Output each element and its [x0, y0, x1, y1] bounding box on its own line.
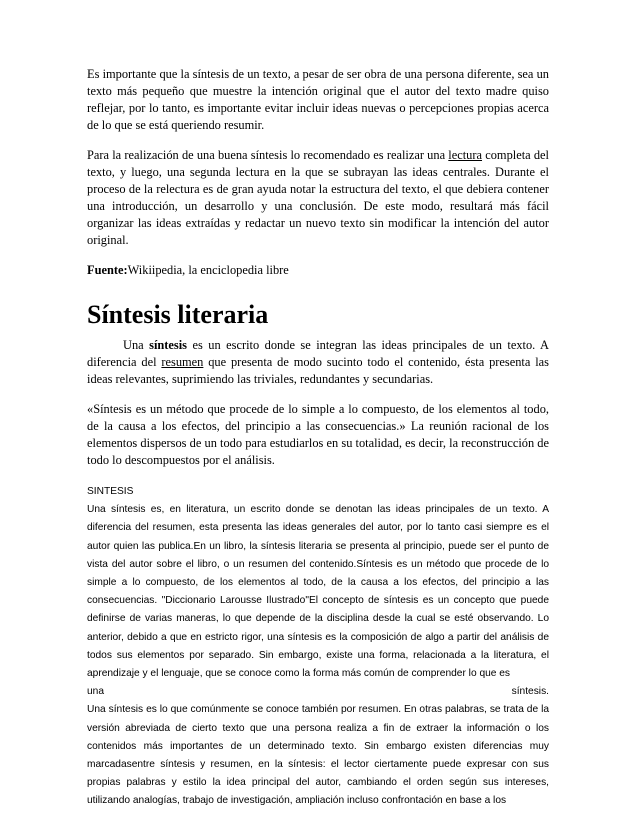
- source-label: Fuente:: [87, 263, 128, 277]
- sintesis-section: [87, 483, 549, 811]
- text-fragment: síntesis.: [511, 686, 549, 698]
- paragraph-quote: «Síntesis es un método que procede de lo simple a lo compuesto, de los elementos al todo, de la causa a los efectos, del principio a las consecuencias.» La reunión racional de los elementos dispersos de un todo para estudiarlos en su totalidad, es decir, la reconstrucción de todo lo descompuestos por el análisis.: [87, 402, 549, 467]
- paragraph-summary: Una síntesis es lo que comúnmente se conoce también por resumen. En otras palabras, se trata de la versión abreviada de cierto texto que una persona realiza a fin de extraer la información o los contenidos más importantes de un determinado texto. Sin embargo existen diferencias muy marcadasentre síntesis y resumen, en la síntesis: el lector ciertamente puede expresar con sus propias palabras y estilo la idea principal del autor, cambiando el orden según sus intereses, utilizando analogías, trabajo de investigación, ampliación incluso confrontación en base a los: [87, 704, 549, 807]
- text-fragment: completa del texto, y luego, una segunda lectura en la que se subrayan las ideas centrales. Durante el proceso de la relectura es de gran ayuda notar la estructura del texto, el que debiera contener una introducción, un desarrollo y una conclusión. De este modo, resultará más fácil organizar las ideas extraídas y redactar un nuevo texto sin modificar la intención del autor original.: [87, 148, 549, 247]
- text-fragment: es un escrito donde se integran las ideas principales de un texto. A diferencia del: [87, 338, 549, 369]
- sintesis-label: SINTESIS: [87, 486, 134, 497]
- text-fragment: Para la realización de una buena síntesis lo recomendado es realizar una: [87, 148, 449, 162]
- text-fragment: que presenta de modo sucinto todo el contenido, ésta presenta las ideas relevantes, suprimiendo las triviales, redundantes y secundarias.: [87, 355, 549, 386]
- source-text: Wikiipedia, la enciclopedia libre: [127, 263, 289, 277]
- paragraph-definition: [87, 337, 549, 388]
- source-line: [87, 262, 549, 279]
- justified-last-line: [87, 683, 549, 701]
- paragraph-importance: Es importante que la síntesis de un texto, a pesar de ser obra de una persona diferente, sea un texto más pequeño que muestre la intención original que el autor del texto madre quiso reflejar, por lo tanto, es importante evitar incluir ideas nuevas o percepciones propias acerca de lo que se está queriendo resumir.: [87, 67, 549, 132]
- text-fragment: Una: [123, 338, 150, 352]
- lectura-link[interactable]: lectura: [448, 148, 483, 162]
- resumen-link[interactable]: resumen: [161, 355, 204, 369]
- section-heading: Síntesis literaria: [87, 300, 269, 329]
- bold-term: síntesis: [149, 338, 187, 352]
- paragraph-literature: Una síntesis es, en literatura, un escrito donde se denotan las ideas principales de un texto. A diferencia del resumen, esta presenta las ideas generales del autor, por lo tanto casi siempre es el autor quien las publica.En un libro, la síntesis literaria se presenta al principio, puede ser el punto de vista del autor sobre el libro, o un resumen del contenido.Síntesis es un método que procede de lo simple a lo compuesto, de los elementos al todo, de la causa a los efectos, del principio a las consecuencias. "Diccionario Larousse Ilustrado"El concepto de síntesis es un concepto que puede definirse de varias maneras, lo que depende de la disciplina desde la cual se esté observando. Lo anterior, debido a que en estricto rigor, una síntesis es la composición de algo a partir del análisis de todos sus elementos por separado. Sin embargo, existe una forma, relacionada a la literatura, el aprendizaje y el lenguaje, que se conoce como la forma más común de comprender lo que es: [87, 504, 549, 680]
- text-fragment: una: [87, 686, 104, 698]
- literary-section: [87, 337, 549, 469]
- document-page: [87, 66, 549, 811]
- intro-section: [87, 66, 549, 249]
- paragraph-recommendation: [87, 147, 549, 249]
